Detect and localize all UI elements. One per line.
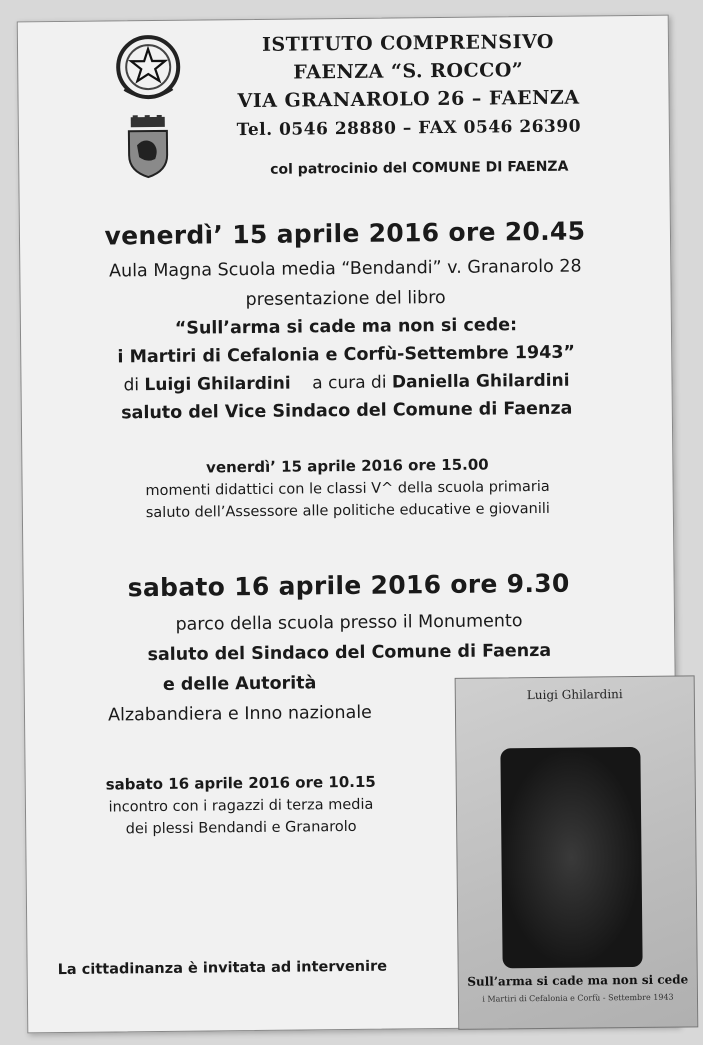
event4-line1: incontro con i ragazzi di terza media	[108, 796, 374, 816]
book-cover-title: Sull’arma si cade ma non si cede	[467, 972, 689, 989]
institute-name: ISTITUTO COMPRENSIVO	[261, 30, 554, 56]
event1-date: venerdì’ 15 aprile 2016 ore 20.45	[104, 216, 586, 251]
event2-line1: momenti didattici con le classi V^ della scuola primaria	[145, 478, 550, 500]
author-name: Luigi Ghilardini	[144, 373, 291, 396]
school-name: FAENZA “S. ROCCO”	[293, 59, 524, 84]
school-phone: Tel. 0546 28880 – FAX 0546 26390	[236, 116, 582, 141]
event4-line2: dei plessi Bendandi e Granarolo	[125, 818, 357, 838]
faenza-crest-icon	[123, 115, 174, 180]
event2-line2: saluto dell’Assessore alle politiche educative e giovanili	[145, 500, 550, 522]
flyer-sheet	[17, 15, 689, 1034]
book-cover-author: Luigi Ghilardini	[526, 687, 623, 703]
school-address: VIA GRANAROLO 26 – FAENZA	[237, 86, 580, 113]
event2-date: venerdì’ 15 aprile 2016 ore 15.00	[206, 455, 489, 477]
event3-line3: e delle Autorità	[162, 673, 317, 695]
event1-greeting: saluto del Vice Sindaco del Comune di Faenza	[121, 398, 573, 424]
italian-republic-emblem-icon	[110, 31, 187, 108]
editor-prefix: a cura di	[312, 372, 387, 394]
event3-line1: parco della scuola presso il Monumento	[175, 611, 523, 635]
author-prefix: di	[123, 375, 140, 396]
editor-name: Daniella Ghilardini	[391, 370, 570, 393]
event1-location: Aula Magna Scuola media “Bendandi” v. Granarolo 28	[108, 256, 582, 282]
book-title-line2: i Martiri di Cefalonia e Corfù-Settembre 1943”	[117, 342, 576, 368]
book-title-line1: “Sull’arma si cade ma non si cede:	[174, 315, 518, 339]
event1-credits	[21, 370, 671, 397]
invitation-line: La cittadinanza è invitata ad intervenire	[57, 958, 388, 979]
event1-presentation: presentazione del libro	[245, 287, 446, 311]
book-cover-photo	[500, 747, 642, 968]
event4-date: sabato 16 aprile 2016 ore 10.15	[105, 772, 376, 794]
event3-line4: Alzabandiera e Inno nazionale	[107, 702, 373, 726]
event3-date: sabato 16 aprile 2016 ore 9.30	[127, 568, 570, 603]
book-cover-subtitle: i Martiri di Cefalonia e Corfù - Settembre 1943	[482, 992, 674, 1004]
patronage-line: col patrocinio del COMUNE DI FAENZA	[270, 158, 569, 178]
event3-line2: saluto del Sindaco del Comune di Faenza	[147, 640, 552, 666]
book-cover-image	[455, 675, 699, 1029]
